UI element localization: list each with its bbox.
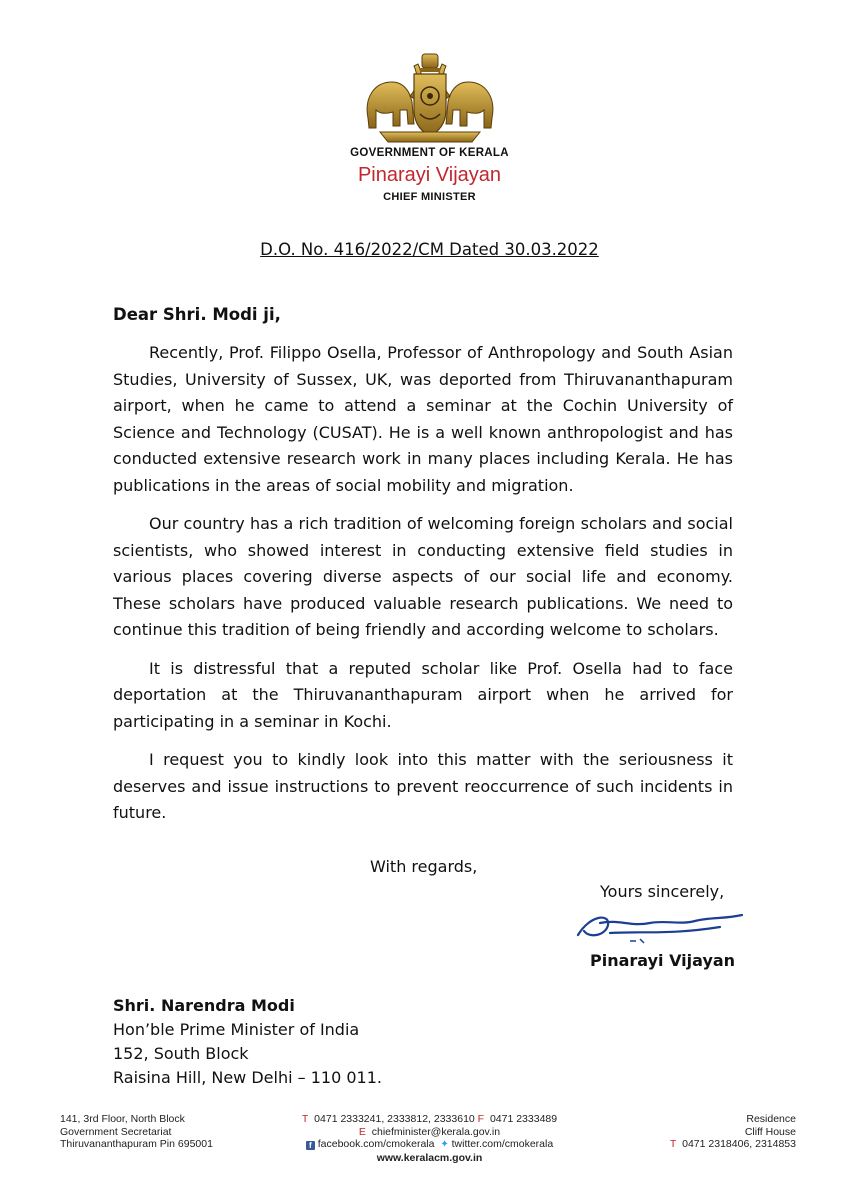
office-line-2: Government Secretariat: [60, 1125, 172, 1138]
chief-minister-title: CHIEF MINISTER: [383, 191, 476, 203]
residence-telephone: 0471 2318406, 2314853: [682, 1138, 796, 1150]
tel-label: T: [301, 1113, 309, 1125]
recipient-address: [113, 994, 382, 1090]
recipient-line-2: 152, South Block: [113, 1044, 249, 1063]
kerala-emblem-icon: [360, 48, 500, 148]
office-fax: 0471 2333489: [489, 1113, 558, 1125]
recipient-line-3: Raisina Hill, New Delhi – 110 011.: [113, 1068, 382, 1087]
residence-place: Cliff House: [744, 1125, 796, 1138]
paragraph-3: It is distressful that a reputed scholar like Prof. Osella had to face deportation at the Thiruvananthapuram airport when he arrived for participating in a seminar in Kochi.: [113, 658, 733, 731]
recipient-name: Shri. Narendra Modi: [113, 996, 295, 1015]
email-link[interactable]: chiefminister@kerala.gov.in: [371, 1125, 501, 1138]
letter-reference: D.O. No. 416/2022/CM Dated 30.03.2022: [260, 240, 599, 259]
twitter-icon: ✦: [440, 1139, 449, 1150]
signature-icon: [570, 905, 750, 950]
email-label: E: [358, 1125, 366, 1138]
letter-body: [113, 340, 733, 839]
paragraph-1: Recently, Prof. Filippo Osella, Professor of Anthropology and South Asian Studies, University of Sussex, UK, was deported from Thiruvananthapuram airport, when he came to attend a seminar at the Cochin University of Science and Technology (CUSAT). He is a well known anthropologist and has conducted extensive research work in many places including Kerala. He has publications in the areas of social mobility and migration.: [113, 343, 733, 495]
residence-tel-label: T: [669, 1138, 677, 1150]
paragraph-2: Our country has a rich tradition of welcoming foreign scholars and social scientists, who showed interest in conducting extensive field studies in various places covering diverse aspects of our social life and economy. These scholars have produced valuable research publications. We need to continue this tradition of being friendly and according welcome to scholars.: [113, 514, 733, 639]
salutation: Dear Shri. Modi ji,: [113, 305, 281, 324]
fax-label: F: [477, 1113, 485, 1125]
chief-minister-name: Pinarayi Vijayan: [357, 164, 502, 186]
office-telephone: 0471 2333241, 2333812, 2333610: [314, 1113, 475, 1125]
facebook-icon: f: [306, 1141, 315, 1150]
sign-off: Yours sincerely,: [600, 882, 725, 901]
office-line-3: Thiruvananthapuram Pin 695001: [60, 1138, 213, 1150]
twitter-link[interactable]: twitter.com/cmokerala: [451, 1138, 554, 1150]
footer-residence: [670, 1113, 796, 1151]
government-heading: GOVERNMENT OF KERALA: [350, 147, 509, 159]
facebook-link[interactable]: facebook.com/cmokerala: [317, 1138, 435, 1150]
paragraph-4: I request you to kindly look into this matter with the seriousness it deserves and issue instructions to prevent reoccurrence of such incidents in future.: [113, 750, 733, 822]
signer-name: Pinarayi Vijayan: [590, 951, 736, 970]
residence-label: Residence: [746, 1113, 796, 1125]
website-link[interactable]: www.keralacm.gov.in: [376, 1151, 483, 1164]
office-line-1: 141, 3rd Floor, North Block: [60, 1113, 185, 1125]
recipient-line-1: Hon’ble Prime Minister of India: [113, 1020, 360, 1039]
closing: With regards,: [370, 857, 478, 876]
